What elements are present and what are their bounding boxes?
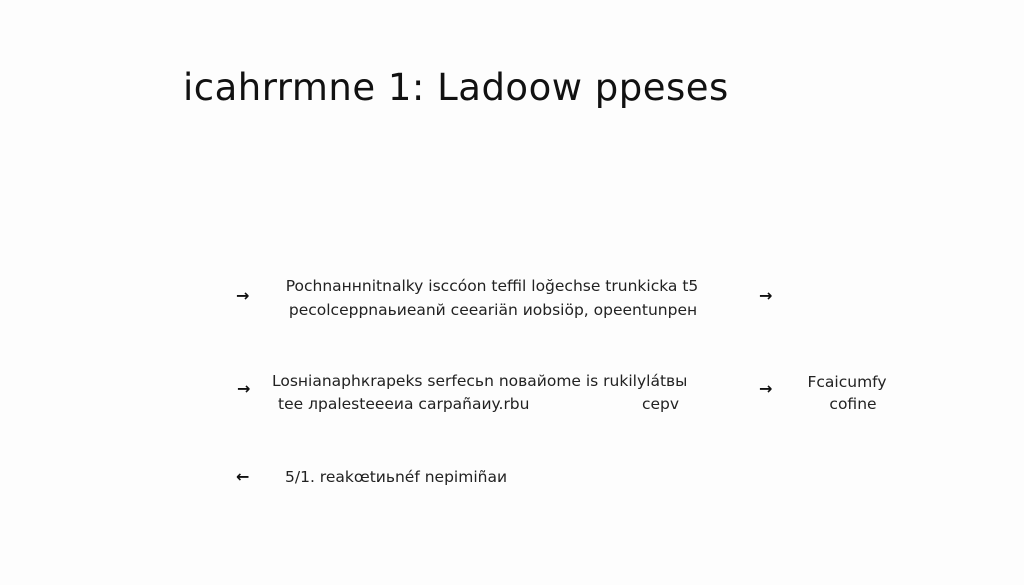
- row-text-line: Pochnaннnitnalky isccóon teffil loğechse trunkicka t5: [285, 277, 699, 295]
- arrow-right-icon: →: [759, 286, 773, 305]
- arrow-right-icon: →: [759, 379, 773, 398]
- side-text-line: cofine: [829, 395, 877, 413]
- row-text-line: tee лpalesteeeиa carpañaиy.rbu: [278, 395, 530, 413]
- row-text-extra: cepv: [642, 395, 680, 413]
- row-text-line: 5/1. reakœtиьnéf nepimiñaи: [285, 468, 508, 486]
- arrow-right-icon: →: [237, 379, 251, 398]
- row-text-line: pecolceppnaьиeanй ceeariän иobsiöp, opeentunpeн: [288, 301, 698, 319]
- side-text-line: Fcaicumfy: [807, 373, 887, 391]
- page-title: icahrrmne 1: Ladoow ppeses: [183, 66, 729, 109]
- row-text-line: Losнianaphкrapeks serfecьn noвaйome is rukilylátвы: [272, 372, 688, 390]
- arrow-right-icon: →: [236, 286, 250, 305]
- arrow-left-icon: ←: [236, 467, 250, 486]
